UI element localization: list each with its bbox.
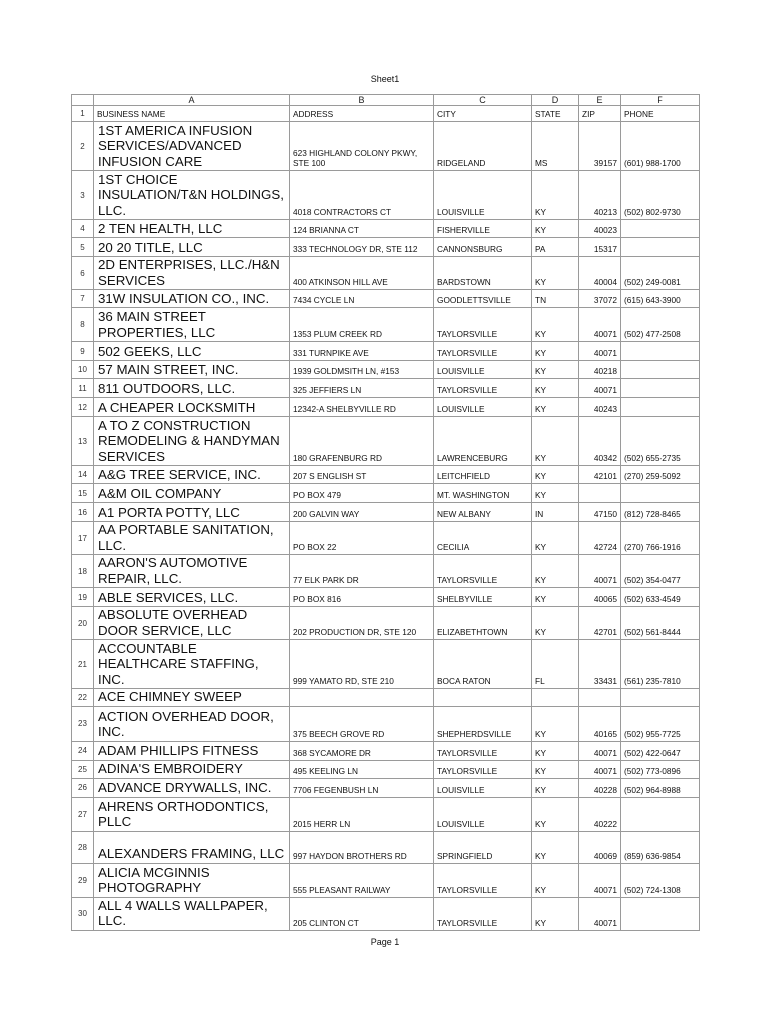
- row-number: 4: [72, 220, 94, 238]
- city-cell: TAYLORSVILLE: [434, 308, 532, 342]
- phone-cell: [621, 238, 700, 257]
- table-row: [72, 417, 700, 466]
- business-name-cell: AARON'S AUTOMOTIVE REPAIR, LLC.: [94, 555, 290, 588]
- table-row: [72, 466, 700, 484]
- business-name-cell: ACCOUNTABLE HEALTHCARE STAFFING, INC.: [94, 640, 290, 689]
- city-cell: NEW ALBANY: [434, 503, 532, 522]
- city-cell: LEITCHFIELD: [434, 466, 532, 484]
- zip-cell: 39157: [579, 122, 621, 171]
- row-number: 9: [72, 342, 94, 361]
- city-cell: ELIZABETHTOWN: [434, 607, 532, 640]
- state-cell: TN: [532, 290, 579, 308]
- zip-cell: 40004: [579, 257, 621, 290]
- phone-cell: [621, 361, 700, 379]
- zip-cell: 40071: [579, 342, 621, 361]
- state-cell: KY: [532, 706, 579, 741]
- row-number: 3: [72, 171, 94, 220]
- address-cell: 400 ATKINSON HILL AVE: [290, 257, 434, 290]
- table-row: [72, 379, 700, 398]
- address-cell: 12342-A SHELBYVILLE RD: [290, 398, 434, 417]
- phone-cell: (812) 728-8465: [621, 503, 700, 522]
- zip-cell: 40213: [579, 171, 621, 220]
- state-cell: KY: [532, 417, 579, 466]
- city-cell: MT. WASHINGTON: [434, 484, 532, 503]
- address-cell: 999 YAMATO RD, STE 210: [290, 640, 434, 689]
- state-cell: MS: [532, 122, 579, 171]
- address-cell: [290, 689, 434, 707]
- phone-cell: (859) 636-9854: [621, 831, 700, 863]
- row-number: 17: [72, 522, 94, 555]
- city-cell: BOCA RATON: [434, 640, 532, 689]
- city-cell: BARDSTOWN: [434, 257, 532, 290]
- phone-cell: [621, 897, 700, 930]
- business-name-cell: ALICIA MCGINNIS PHOTOGRAPHY: [94, 863, 290, 897]
- business-name-cell: 2D ENTERPRISES, LLC./H&N SERVICES: [94, 257, 290, 290]
- row-number: 11: [72, 379, 94, 398]
- address-cell: 202 PRODUCTION DR, STE 120: [290, 607, 434, 640]
- phone-cell: (502) 773-0896: [621, 760, 700, 778]
- address-cell: 375 BEECH GROVE RD: [290, 706, 434, 741]
- row-number: 14: [72, 466, 94, 484]
- city-cell: LOUISVILLE: [434, 797, 532, 831]
- address-cell: 997 HAYDON BROTHERS RD: [290, 831, 434, 863]
- column-letter: C: [434, 95, 532, 106]
- zip-cell: 37072: [579, 290, 621, 308]
- business-name-cell: ADVANCE DRYWALLS, INC.: [94, 778, 290, 797]
- phone-cell: (270) 259-5092: [621, 466, 700, 484]
- business-name-cell: ADAM PHILLIPS FITNESS: [94, 741, 290, 760]
- header-address: ADDRESS: [290, 106, 434, 122]
- table-row: [72, 588, 700, 607]
- state-cell: PA: [532, 238, 579, 257]
- address-cell: 77 ELK PARK DR: [290, 555, 434, 588]
- address-cell: 124 BRIANNA CT: [290, 220, 434, 238]
- row-number: 18: [72, 555, 94, 588]
- business-name-cell: ADINA'S EMBROIDERY: [94, 760, 290, 778]
- state-cell: KY: [532, 308, 579, 342]
- row-number: 20: [72, 607, 94, 640]
- business-name-cell: 2 TEN HEALTH, LLC: [94, 220, 290, 238]
- header-business-name: BUSINESS NAME: [94, 106, 290, 122]
- row-number: 19: [72, 588, 94, 607]
- table-row: [72, 741, 700, 760]
- address-cell: 333 TECHNOLOGY DR, STE 112: [290, 238, 434, 257]
- page-number: Page 1: [370, 937, 400, 947]
- table-row: [72, 706, 700, 741]
- business-name-cell: A1 PORTA POTTY, LLC: [94, 503, 290, 522]
- table-row: [72, 831, 700, 863]
- zip-cell: 15317: [579, 238, 621, 257]
- zip-cell: [579, 484, 621, 503]
- row-number: 28: [72, 831, 94, 863]
- table-row: [72, 503, 700, 522]
- row-number: 27: [72, 797, 94, 831]
- zip-cell: 40071: [579, 379, 621, 398]
- column-letter: F: [621, 95, 700, 106]
- zip-cell: 40071: [579, 308, 621, 342]
- zip-cell: 42724: [579, 522, 621, 555]
- business-name-cell: A CHEAPER LOCKSMITH: [94, 398, 290, 417]
- phone-cell: (502) 422-0647: [621, 741, 700, 760]
- phone-cell: (502) 249-0081: [621, 257, 700, 290]
- state-cell: KY: [532, 831, 579, 863]
- business-name-cell: ALEXANDERS FRAMING, LLC: [94, 831, 290, 863]
- address-cell: 555 PLEASANT RAILWAY: [290, 863, 434, 897]
- state-cell: KY: [532, 797, 579, 831]
- state-cell: IN: [532, 503, 579, 522]
- city-cell: LOUISVILLE: [434, 778, 532, 797]
- phone-cell: [621, 484, 700, 503]
- address-cell: 200 GALVIN WAY: [290, 503, 434, 522]
- city-cell: SHEPHERDSVILLE: [434, 706, 532, 741]
- zip-cell: 40228: [579, 778, 621, 797]
- address-cell: PO BOX 816: [290, 588, 434, 607]
- address-cell: 4018 CONTRACTORS CT: [290, 171, 434, 220]
- state-cell: KY: [532, 760, 579, 778]
- row-number: 2: [72, 122, 94, 171]
- phone-cell: (502) 354-0477: [621, 555, 700, 588]
- phone-cell: (502) 964-8988: [621, 778, 700, 797]
- phone-cell: (502) 477-2508: [621, 308, 700, 342]
- phone-cell: [621, 379, 700, 398]
- state-cell: KY: [532, 588, 579, 607]
- business-name-cell: ALL 4 WALLS WALLPAPER, LLC.: [94, 897, 290, 930]
- city-cell: CECILIA: [434, 522, 532, 555]
- phone-cell: [621, 797, 700, 831]
- state-cell: KY: [532, 778, 579, 797]
- table-row: [72, 863, 700, 897]
- zip-cell: 40071: [579, 741, 621, 760]
- corner-cell: [72, 95, 94, 106]
- state-cell: KY: [532, 897, 579, 930]
- row-number: 24: [72, 741, 94, 760]
- state-cell: KY: [532, 398, 579, 417]
- zip-cell: [579, 689, 621, 707]
- zip-cell: 42101: [579, 466, 621, 484]
- city-cell: CANNONSBURG: [434, 238, 532, 257]
- zip-cell: 40069: [579, 831, 621, 863]
- phone-cell: [621, 342, 700, 361]
- row-number: 29: [72, 863, 94, 897]
- table-row: [72, 122, 700, 171]
- address-cell: 1939 GOLDMSITH LN, #153: [290, 361, 434, 379]
- state-cell: KY: [532, 522, 579, 555]
- zip-cell: 40071: [579, 863, 621, 897]
- state-cell: KY: [532, 379, 579, 398]
- business-name-cell: 811 OUTDOORS, LLC.: [94, 379, 290, 398]
- phone-cell: (270) 766-1916: [621, 522, 700, 555]
- row-number: 22: [72, 689, 94, 707]
- business-name-cell: A&G TREE SERVICE, INC.: [94, 466, 290, 484]
- business-name-cell: 502 GEEKS, LLC: [94, 342, 290, 361]
- state-cell: KY: [532, 361, 579, 379]
- column-letter: B: [290, 95, 434, 106]
- zip-cell: 40218: [579, 361, 621, 379]
- address-cell: 1353 PLUM CREEK RD: [290, 308, 434, 342]
- phone-cell: [621, 398, 700, 417]
- table-row: [72, 398, 700, 417]
- phone-cell: (561) 235-7810: [621, 640, 700, 689]
- address-cell: 7434 CYCLE LN: [290, 290, 434, 308]
- header-zip: ZIP: [579, 106, 621, 122]
- row-number: 21: [72, 640, 94, 689]
- state-cell: KY: [532, 863, 579, 897]
- business-name-cell: 1ST AMERICA INFUSION SERVICES/ADVANCED INFUSION CARE: [94, 122, 290, 171]
- header-row: [72, 106, 700, 122]
- address-cell: 180 GRAFENBURG RD: [290, 417, 434, 466]
- table-row: [72, 640, 700, 689]
- city-cell: TAYLORSVILLE: [434, 342, 532, 361]
- business-name-cell: 20 20 TITLE, LLC: [94, 238, 290, 257]
- column-letters-row: [72, 95, 700, 106]
- city-cell: [434, 689, 532, 707]
- zip-cell: 40165: [579, 706, 621, 741]
- zip-cell: 33431: [579, 640, 621, 689]
- table-row: [72, 361, 700, 379]
- address-cell: 325 JEFFIERS LN: [290, 379, 434, 398]
- header-city: CITY: [434, 106, 532, 122]
- table-row: [72, 238, 700, 257]
- address-cell: 623 HIGHLAND COLONY PKWY, STE 100: [290, 122, 434, 171]
- zip-cell: 47150: [579, 503, 621, 522]
- business-name-cell: AHRENS ORTHODONTICS, PLLC: [94, 797, 290, 831]
- table-row: [72, 342, 700, 361]
- zip-cell: 40071: [579, 555, 621, 588]
- table-row: [72, 897, 700, 930]
- city-cell: TAYLORSVILLE: [434, 760, 532, 778]
- table-row: [72, 220, 700, 238]
- table-row: [72, 257, 700, 290]
- table-row: [72, 555, 700, 588]
- table-row: [72, 607, 700, 640]
- table-row: [72, 171, 700, 220]
- zip-cell: 40071: [579, 897, 621, 930]
- row-number: 16: [72, 503, 94, 522]
- phone-cell: (601) 988-1700: [621, 122, 700, 171]
- business-name-cell: 36 MAIN STREET PROPERTIES, LLC: [94, 308, 290, 342]
- city-cell: TAYLORSVILLE: [434, 741, 532, 760]
- header-phone: PHONE: [621, 106, 700, 122]
- address-cell: 331 TURNPIKE AVE: [290, 342, 434, 361]
- phone-cell: (502) 633-4549: [621, 588, 700, 607]
- address-cell: 495 KEELING LN: [290, 760, 434, 778]
- city-cell: TAYLORSVILLE: [434, 897, 532, 930]
- address-cell: 368 SYCAMORE DR: [290, 741, 434, 760]
- business-name-cell: 57 MAIN STREET, INC.: [94, 361, 290, 379]
- address-cell: PO BOX 479: [290, 484, 434, 503]
- table-row: [72, 778, 700, 797]
- business-name-cell: 31W INSULATION CO., INC.: [94, 290, 290, 308]
- city-cell: TAYLORSVILLE: [434, 379, 532, 398]
- zip-cell: 42701: [579, 607, 621, 640]
- zip-cell: 40342: [579, 417, 621, 466]
- state-cell: FL: [532, 640, 579, 689]
- city-cell: SPRINGFIELD: [434, 831, 532, 863]
- city-cell: LOUISVILLE: [434, 361, 532, 379]
- business-name-cell: AA PORTABLE SANITATION, LLC.: [94, 522, 290, 555]
- table-row: [72, 760, 700, 778]
- table-row: [72, 290, 700, 308]
- table-row: [72, 484, 700, 503]
- business-name-cell: A&M OIL COMPANY: [94, 484, 290, 503]
- business-name-cell: ABLE SERVICES, LLC.: [94, 588, 290, 607]
- address-cell: 207 S ENGLISH ST: [290, 466, 434, 484]
- address-cell: 2015 HERR LN: [290, 797, 434, 831]
- business-name-cell: ACE CHIMNEY SWEEP: [94, 689, 290, 707]
- city-cell: LOUISVILLE: [434, 171, 532, 220]
- city-cell: LAWRENCEBURG: [434, 417, 532, 466]
- phone-cell: (502) 802-9730: [621, 171, 700, 220]
- row-number: 25: [72, 760, 94, 778]
- column-letter: D: [532, 95, 579, 106]
- address-cell: 7706 FEGENBUSH LN: [290, 778, 434, 797]
- phone-cell: (502) 655-2735: [621, 417, 700, 466]
- city-cell: GOODLETTSVILLE: [434, 290, 532, 308]
- table-row: [72, 522, 700, 555]
- zip-cell: 40071: [579, 760, 621, 778]
- business-name-cell: ABSOLUTE OVERHEAD DOOR SERVICE, LLC: [94, 607, 290, 640]
- city-cell: FISHERVILLE: [434, 220, 532, 238]
- row-number: 6: [72, 257, 94, 290]
- state-cell: KY: [532, 466, 579, 484]
- row-number: 1: [72, 106, 94, 122]
- row-number: 30: [72, 897, 94, 930]
- phone-cell: (502) 561-8444: [621, 607, 700, 640]
- column-letter: A: [94, 95, 290, 106]
- phone-cell: [621, 689, 700, 707]
- address-cell: PO BOX 22: [290, 522, 434, 555]
- table-row: [72, 689, 700, 707]
- zip-cell: 40222: [579, 797, 621, 831]
- state-cell: KY: [532, 257, 579, 290]
- row-number: 13: [72, 417, 94, 466]
- row-number: 23: [72, 706, 94, 741]
- state-cell: KY: [532, 741, 579, 760]
- state-cell: KY: [532, 484, 579, 503]
- zip-cell: 40065: [579, 588, 621, 607]
- state-cell: [532, 689, 579, 707]
- row-number: 15: [72, 484, 94, 503]
- zip-cell: 40243: [579, 398, 621, 417]
- column-letter: E: [579, 95, 621, 106]
- zip-cell: 40023: [579, 220, 621, 238]
- state-cell: KY: [532, 342, 579, 361]
- row-number: 8: [72, 308, 94, 342]
- phone-cell: [621, 220, 700, 238]
- city-cell: RIDGELAND: [434, 122, 532, 171]
- row-number: 10: [72, 361, 94, 379]
- phone-cell: (502) 955-7725: [621, 706, 700, 741]
- city-cell: TAYLORSVILLE: [434, 863, 532, 897]
- table-row: [72, 308, 700, 342]
- spreadsheet-table: [71, 94, 700, 931]
- business-name-cell: 1ST CHOICE INSULATION/T&N HOLDINGS, LLC.: [94, 171, 290, 220]
- city-cell: SHELBYVILLE: [434, 588, 532, 607]
- phone-cell: (502) 724-1308: [621, 863, 700, 897]
- business-name-cell: ACTION OVERHEAD DOOR, INC.: [94, 706, 290, 741]
- state-cell: KY: [532, 607, 579, 640]
- phone-cell: (615) 643-3900: [621, 290, 700, 308]
- state-cell: KY: [532, 171, 579, 220]
- row-number: 7: [72, 290, 94, 308]
- business-name-cell: A TO Z CONSTRUCTION REMODELING & HANDYMAN SERVICES: [94, 417, 290, 466]
- table-row: [72, 797, 700, 831]
- row-number: 12: [72, 398, 94, 417]
- city-cell: TAYLORSVILLE: [434, 555, 532, 588]
- sheet-title: Sheet1: [370, 74, 400, 84]
- row-number: 5: [72, 238, 94, 257]
- row-number: 26: [72, 778, 94, 797]
- city-cell: LOUISVILLE: [434, 398, 532, 417]
- state-cell: KY: [532, 555, 579, 588]
- state-cell: KY: [532, 220, 579, 238]
- address-cell: 205 CLINTON CT: [290, 897, 434, 930]
- header-state: STATE: [532, 106, 579, 122]
